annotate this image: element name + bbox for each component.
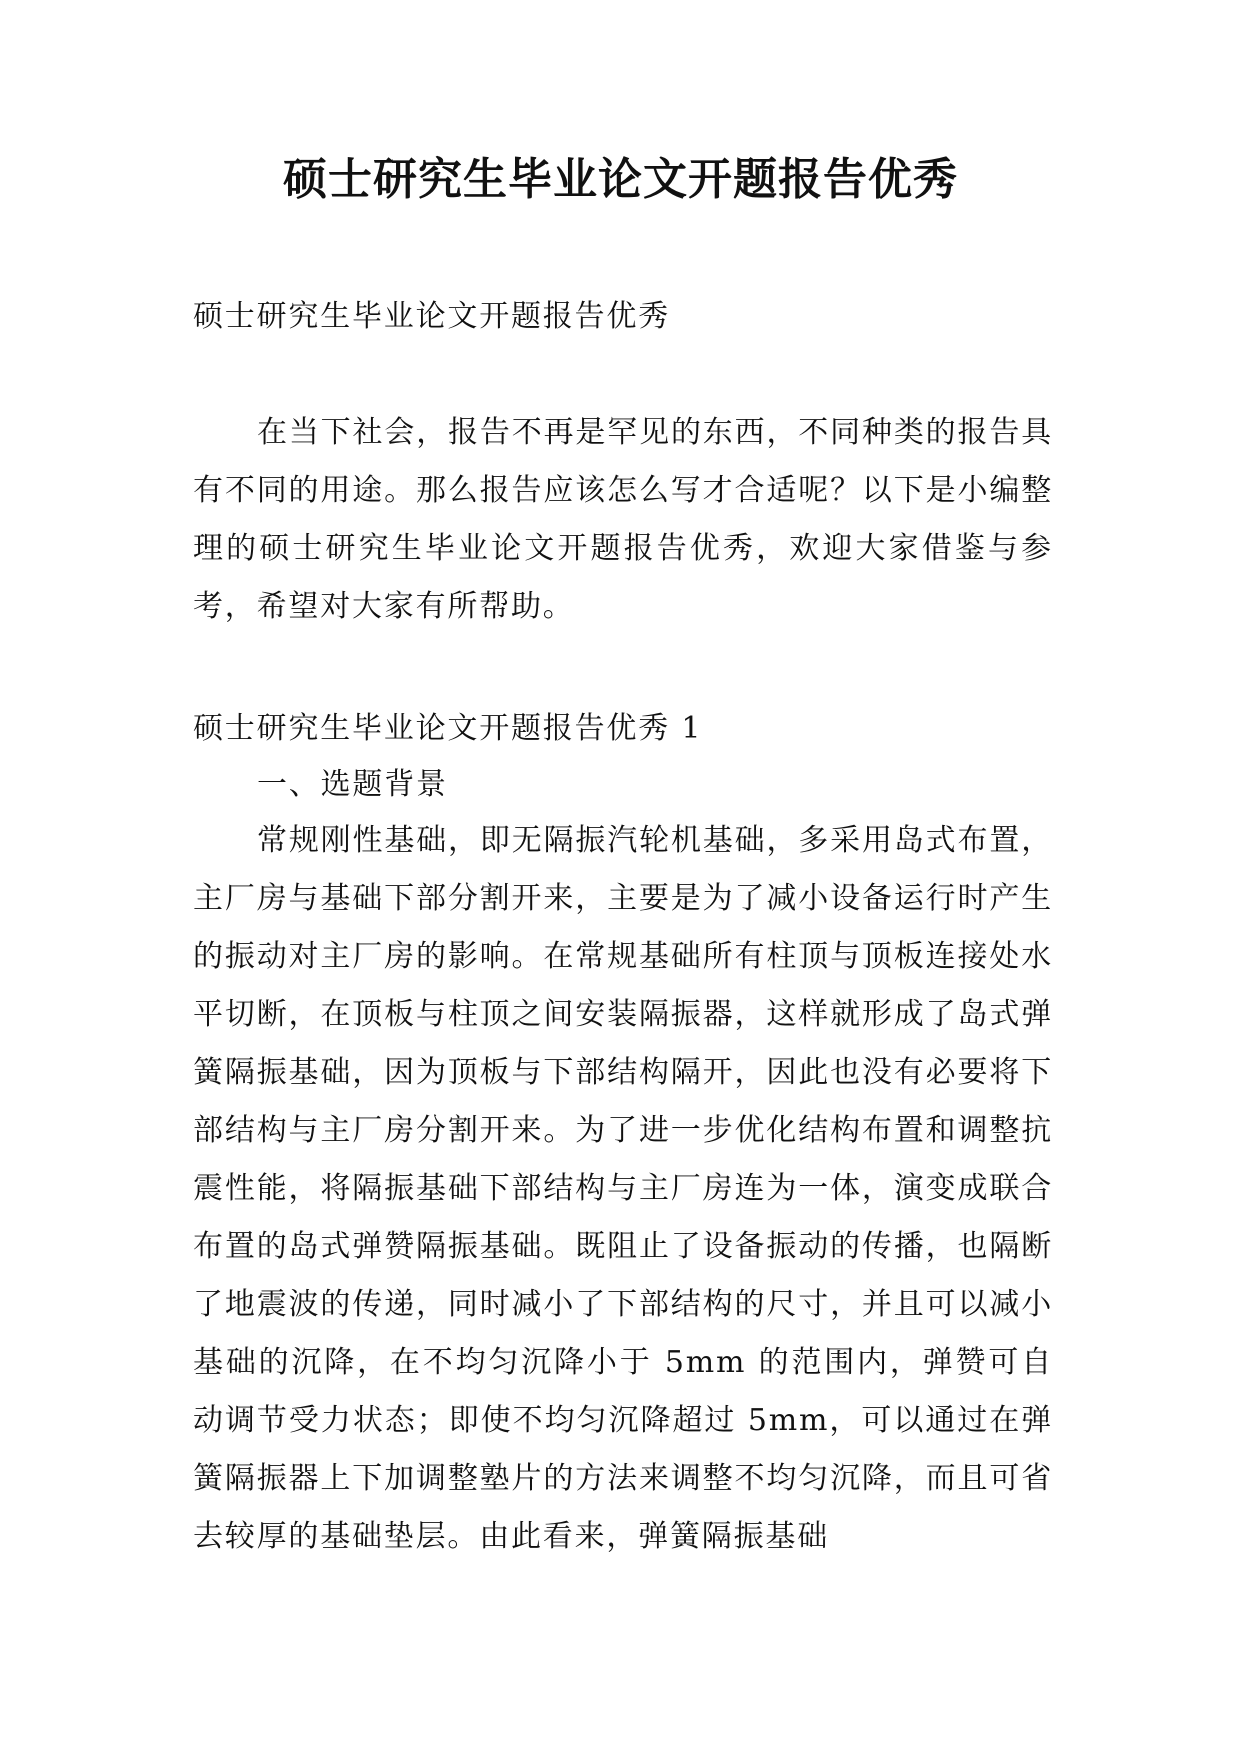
intro-paragraph: 在当下社会，报告不再是罕见的东西，不同种类的报告具有不同的用途。那么报告应该怎么写才合适呢？以下是小编整理的硕士研究生毕业论文开题报告优秀，欢迎大家借鉴与参考，希望对大家有所帮助。 [193,415,1053,624]
body-paragraph: 常规刚性基础，即无隔振汽轮机基础，多采用岛式布置，主厂房与基础下部分割开来，主要是为了减小设备运行时产生的振动对主厂房的影响。在常规基础所有柱顶与顶板连接处水平切断，在顶板与柱顶之间安装隔振器，这样就形成了岛式弹簧隔振基础，因为顶板与下部结构隔开，因此也没有必要将下部结构与主厂房分割开来。为了进一步优化结构布置和调整抗震性能，将隔振基础下部结构与主厂房连为一体，演变成联合布置的岛式弹赞隔振基础。既阻止了设备振动的传播，也隔断了地震波的传递，同时减小了下部结构的尺寸，并且可以减小基础的沉降，在不均匀沉降小于 5mm 的范围内，弹赞可自动调节受力状态；即使不均匀沉降超过 5mm，可以通过在弹簧隔振器上下加调整塾片的方法来调整不均匀沉降，而且可省去较厚的基础垫层。由此看来，弹簧隔振基础 [193,823,1053,1554]
article-heading: 硕士研究生毕业论文开题报告优秀 1 [193,711,703,746]
document-subtitle: 硕士研究生毕业论文开题报告优秀 [193,299,670,334]
document-title: 硕士研究生毕业论文开题报告优秀 [283,154,958,205]
section-heading: 一、选题背景 [257,767,448,802]
